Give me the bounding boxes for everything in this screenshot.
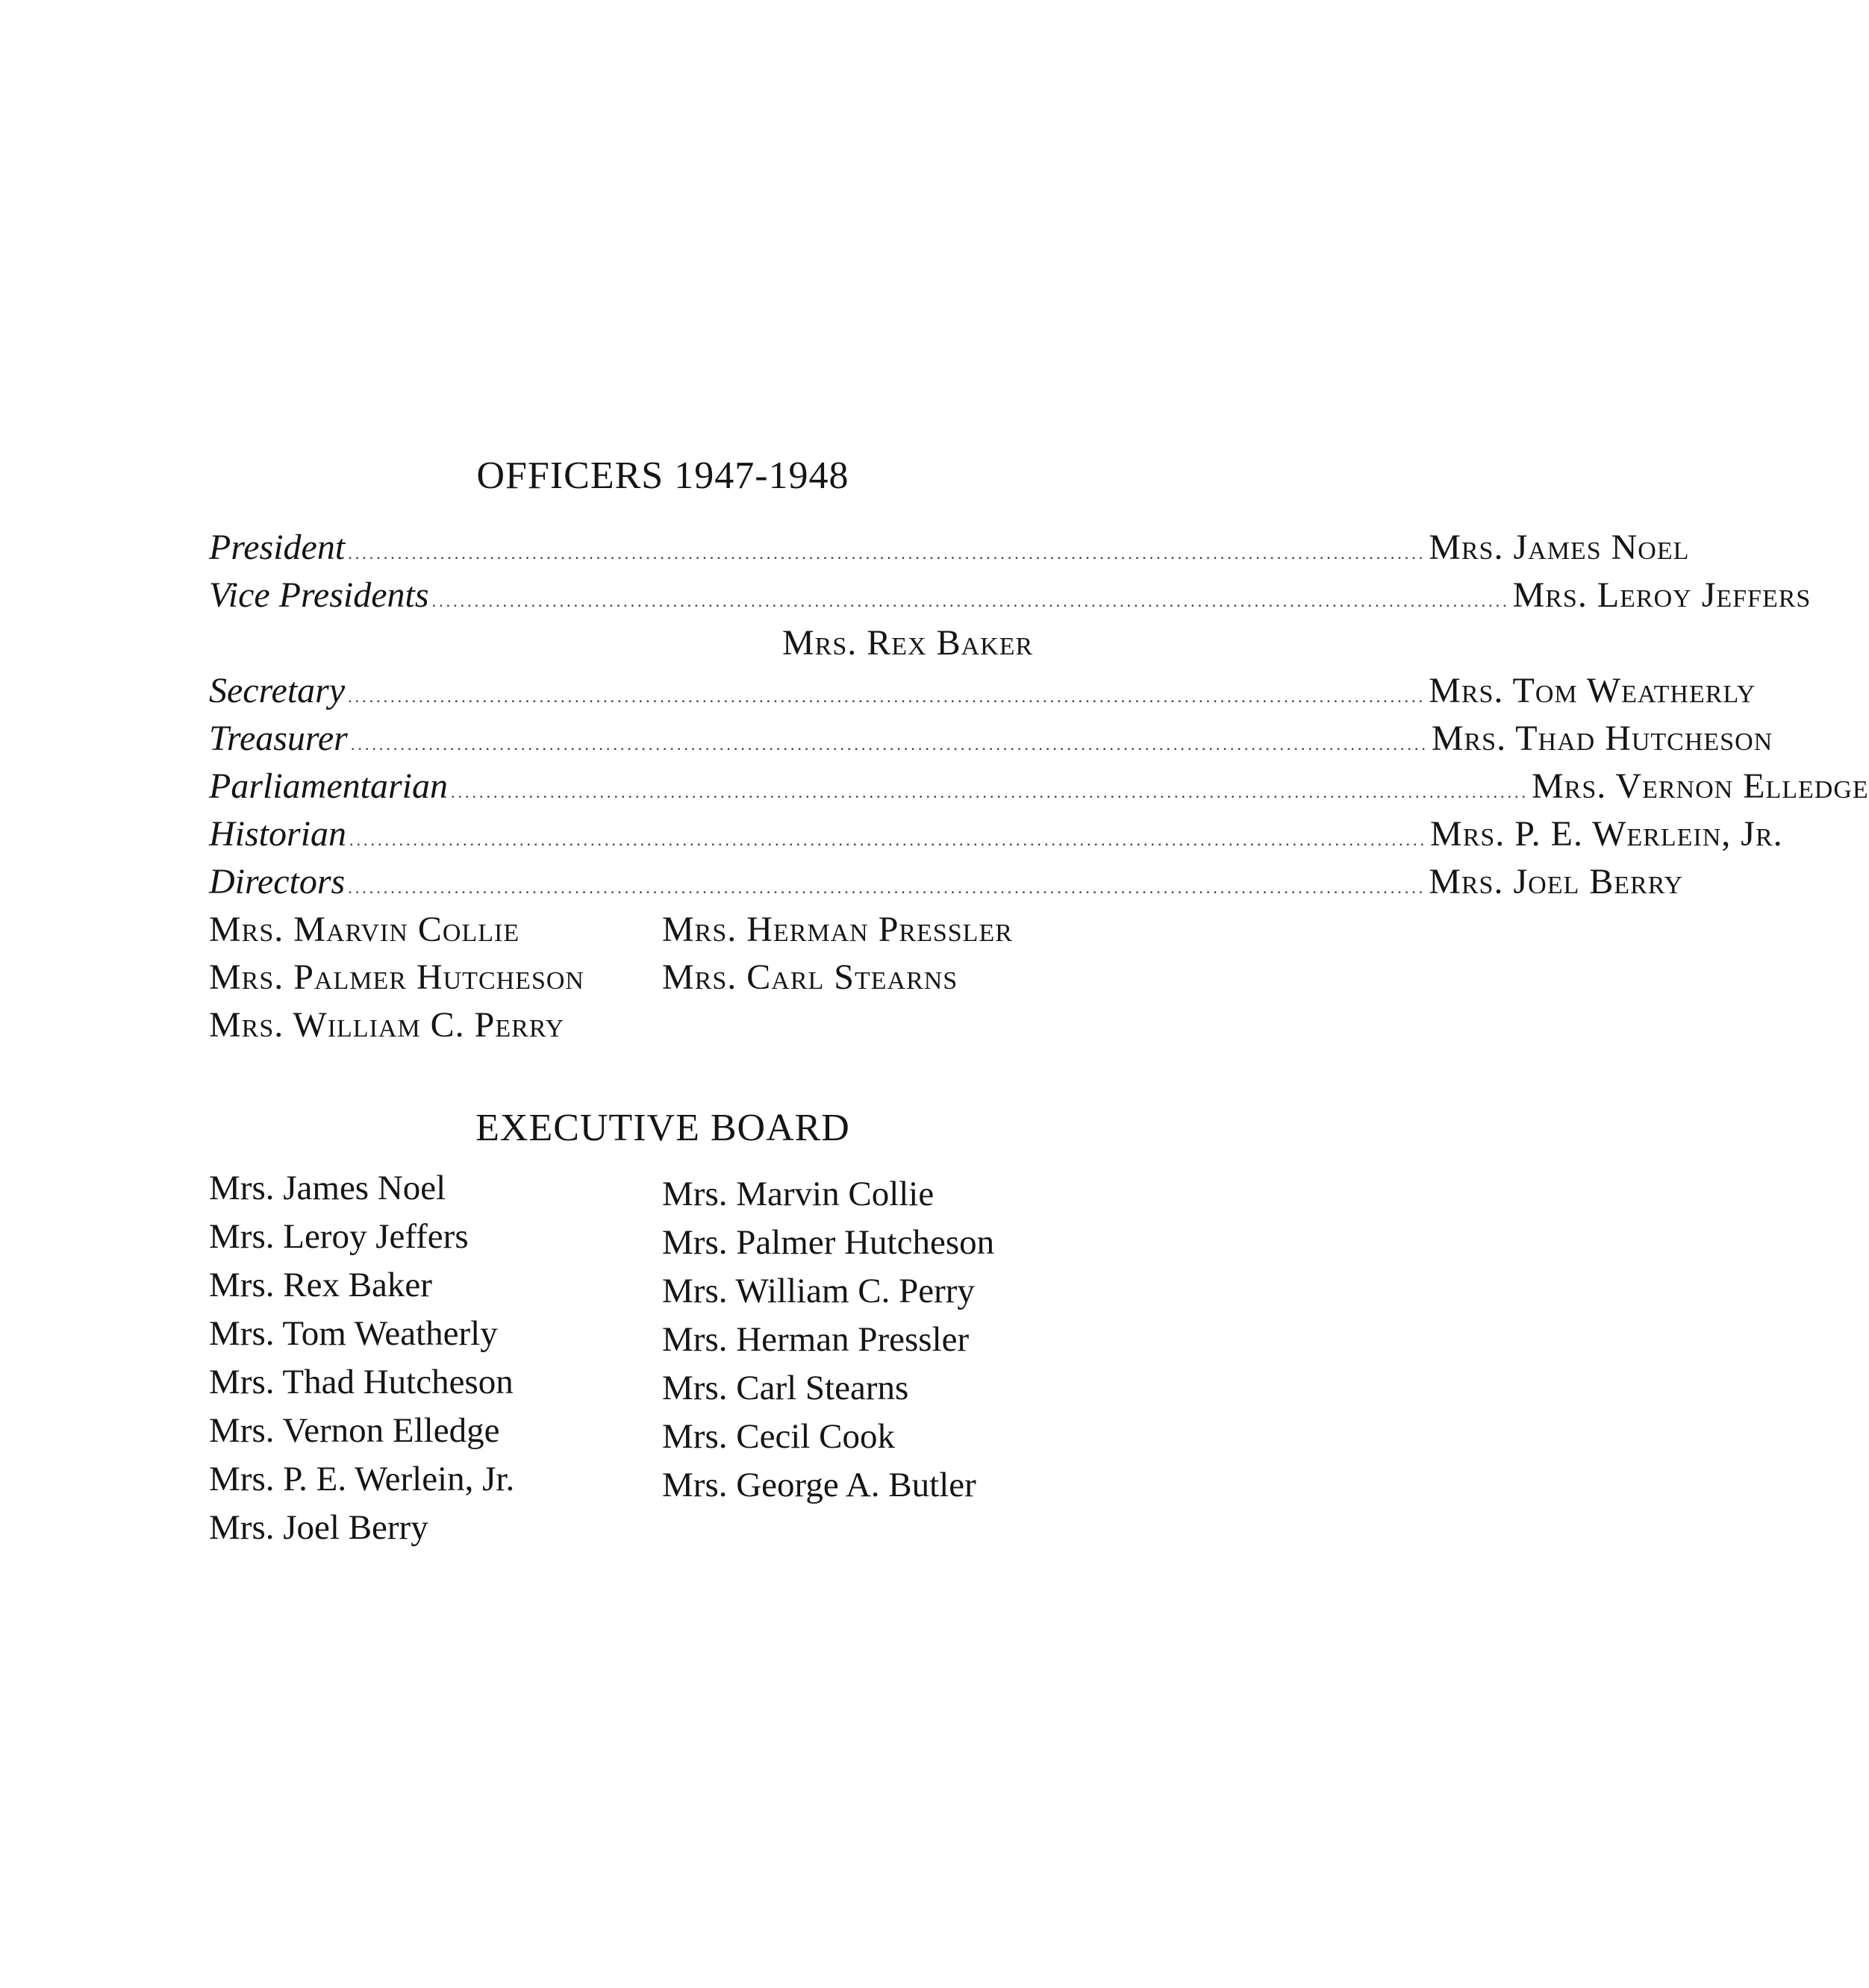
board-member: Mrs. P. E. Werlein, Jr. bbox=[209, 1460, 515, 1498]
board-member: Mrs. Thad Hutcheson bbox=[209, 1363, 514, 1401]
office-title: Secretary bbox=[209, 671, 346, 710]
office-holder: Mrs. Joel Berry bbox=[1429, 862, 1684, 901]
board-member: Mrs. George A. Butler bbox=[662, 1466, 976, 1504]
board-member: Mrs. Vernon Elledge bbox=[209, 1411, 500, 1450]
office-title: President bbox=[209, 528, 346, 567]
director-name: Mrs. Marvin Collie bbox=[209, 910, 520, 949]
office-title: Treasurer bbox=[209, 719, 348, 758]
board-member: Mrs. Tom Weatherly bbox=[209, 1314, 498, 1353]
office-row-parliamentarian bbox=[209, 766, 1869, 810]
dot-leader: ........................................................................................................................................................ bbox=[348, 687, 1426, 706]
office-row-secretary bbox=[209, 670, 1756, 715]
officers-heading: OFFICERS 1947-1948 bbox=[476, 454, 849, 497]
office-holder: Mrs. Tom Weatherly bbox=[1429, 671, 1756, 710]
director-name: Mrs. Herman Pressler bbox=[662, 910, 1013, 949]
director-name: Mrs. William C. Perry bbox=[209, 1005, 565, 1045]
office-row-president bbox=[209, 527, 1690, 572]
office-title: Directors bbox=[209, 862, 346, 901]
dot-leader: ........................................................................................................................................................ bbox=[451, 783, 1529, 801]
office-holder: Mrs. Leroy Jeffers bbox=[1512, 575, 1812, 615]
dot-leader: ........................................................................................................................................................ bbox=[348, 544, 1426, 563]
board-list-left bbox=[209, 1164, 514, 1552]
office-holder: Mrs. James Noel bbox=[1429, 528, 1690, 567]
office-title: Parliamentarian bbox=[209, 766, 448, 806]
board-member: Mrs. Rex Baker bbox=[209, 1266, 432, 1304]
board-member: Mrs. Leroy Jeffers bbox=[209, 1217, 469, 1256]
office-row-treasurer bbox=[209, 718, 1773, 763]
office-row-directors bbox=[209, 861, 1684, 906]
board-member: Mrs. Carl Stearns bbox=[662, 1369, 909, 1407]
office-title: Vice Presidents bbox=[209, 575, 429, 615]
dot-leader: ........................................................................................................................................................ bbox=[431, 592, 1510, 610]
board-member: Mrs. William C. Perry bbox=[662, 1272, 975, 1310]
dot-leader: ........................................................................................................................................................ bbox=[350, 735, 1429, 754]
board-list-right bbox=[662, 1170, 994, 1510]
executive-board-heading: EXECUTIVE BOARD bbox=[475, 1107, 850, 1149]
board-member: Mrs. Herman Pressler bbox=[662, 1320, 970, 1359]
board-member: Mrs. Cecil Cook bbox=[662, 1417, 896, 1456]
office-holder: Mrs. P. E. Werlein, Jr. bbox=[1430, 814, 1783, 854]
board-member: Mrs. James Noel bbox=[209, 1169, 446, 1207]
office-holder: Mrs. Vernon Elledge bbox=[1532, 766, 1869, 806]
office-row-vice-presidents bbox=[209, 575, 1812, 619]
board-member: Mrs. Joel Berry bbox=[209, 1508, 428, 1547]
director-name: Mrs. Palmer Hutcheson bbox=[209, 957, 584, 997]
office-holder: Mrs. Thad Hutcheson bbox=[1431, 719, 1773, 758]
director-name: Mrs. Carl Stearns bbox=[662, 957, 958, 997]
board-member: Mrs. Marvin Collie bbox=[662, 1175, 934, 1213]
office-title: Historian bbox=[209, 814, 347, 854]
board-member: Mrs. Palmer Hutcheson bbox=[662, 1223, 995, 1262]
dot-leader: ........................................................................................................................................................ bbox=[349, 831, 1428, 849]
dot-leader: ........................................................................................................................................................ bbox=[348, 878, 1426, 897]
office-row-historian bbox=[209, 813, 1783, 858]
office-holder-second: Mrs. Rex Baker bbox=[782, 623, 1034, 663]
